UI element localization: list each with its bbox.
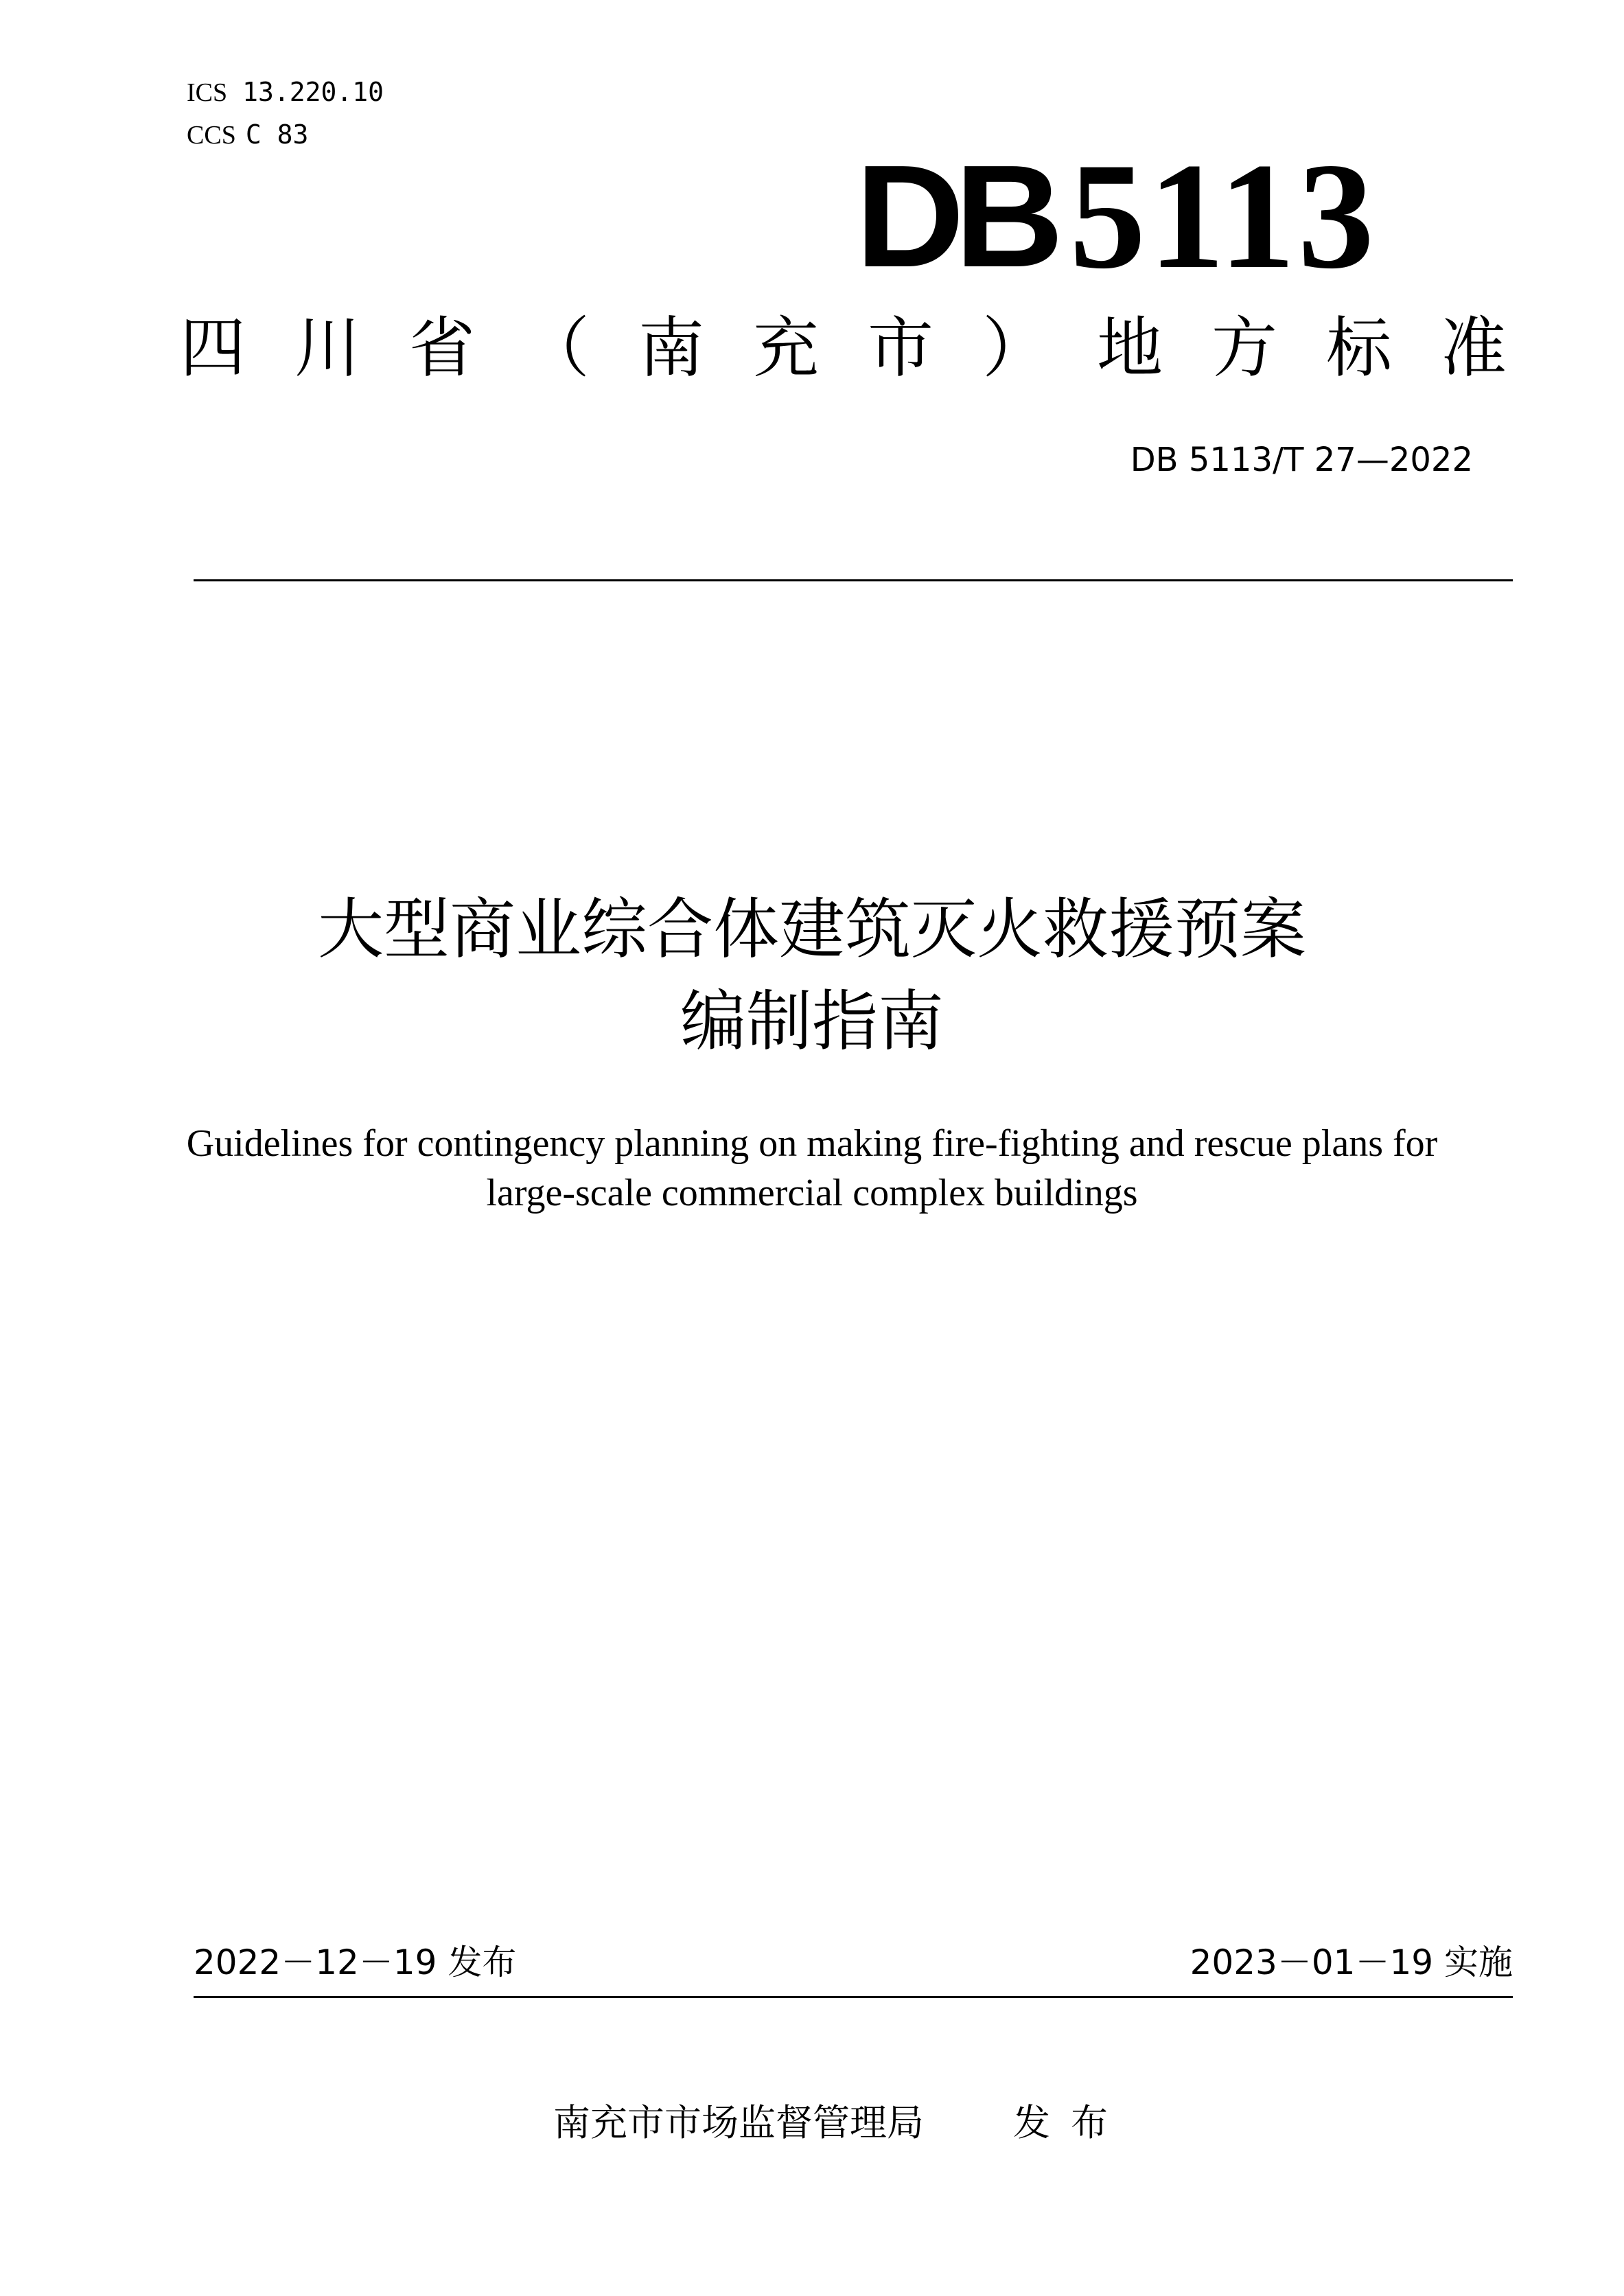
ccs-classification: [187, 118, 308, 152]
standard-type-char: ）: [982, 310, 1048, 386]
ccs-label: CCS: [187, 121, 236, 150]
publish-action: 发布: [1013, 2101, 1128, 2144]
ics-value: 13.220.10: [242, 77, 384, 107]
publisher-name: 南充市市场监督管理局: [553, 2101, 924, 2144]
standard-type-heading: [180, 310, 1555, 386]
title-chinese-line-1: 大型商业综合体建筑灭火救援预案: [318, 891, 1306, 968]
standard-type-char: （: [524, 310, 590, 386]
standard-type-char: 省: [409, 310, 475, 386]
standard-type-char: 方: [1211, 310, 1277, 386]
top-divider: [194, 579, 1513, 581]
standard-type-char: 南: [638, 310, 704, 386]
ics-label: ICS: [187, 78, 228, 107]
db-logo: [855, 132, 1377, 301]
db-logo-number: 5113: [1069, 132, 1377, 301]
bottom-divider: [194, 1996, 1513, 1998]
standard-type-char: 准: [1441, 310, 1507, 386]
ccs-value: C 83: [245, 119, 309, 150]
standard-type-char: 地: [1097, 310, 1163, 386]
implementation-date: 2023－01－19 实施: [1190, 1943, 1513, 1982]
title-english-line-2: large-scale commercial complex buildings: [486, 1172, 1138, 1214]
issue-date: 2022－12－19 发布: [194, 1943, 517, 1982]
standard-code: DB 5113/T 27—2022: [1130, 441, 1473, 479]
standard-type-char: 四: [180, 310, 246, 386]
ics-classification: [187, 76, 384, 109]
title-english-line-1: Guidelines for contingency planning on making fire-fighting and rescue plans for: [186, 1122, 1438, 1165]
standard-type-char: 充: [753, 310, 819, 386]
title-chinese-line-2: 编制指南: [680, 983, 944, 1060]
standard-type-char: 川: [294, 310, 360, 386]
db-logo-letters: DB: [855, 135, 1054, 297]
standard-type-char: 市: [868, 310, 933, 386]
standard-type-char: 标: [1326, 310, 1392, 386]
